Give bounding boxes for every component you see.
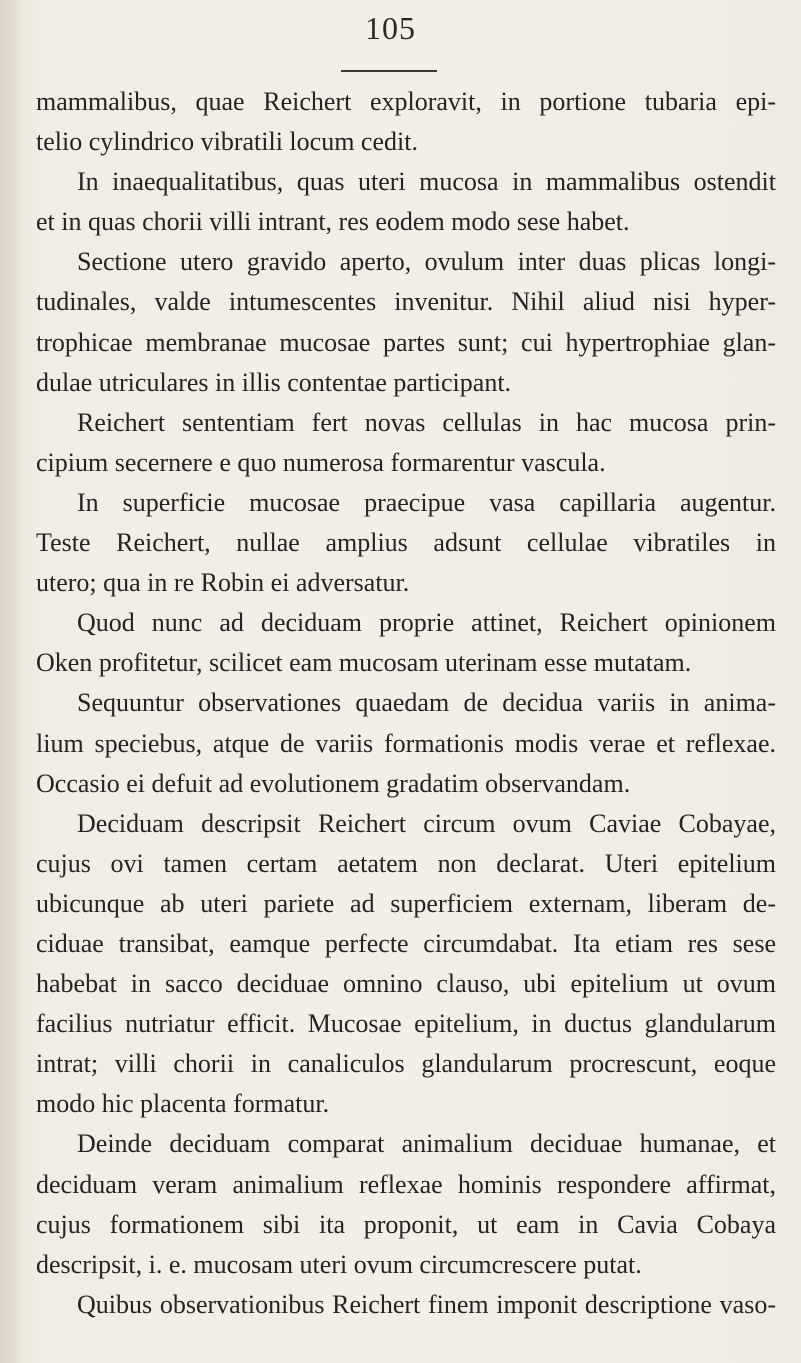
text-line: intrat; villi chorii in canaliculos glandularum procrescunt, eoque <box>36 1049 776 1079</box>
text-line: Occasio ei defuit ad evolutionem gradatim observandam. <box>36 768 631 798</box>
text-line: modo hic placenta formatur. <box>36 1089 330 1119</box>
text-line: mammalibus, quae Reichert exploravit, in portione tubaria epi- <box>36 87 776 116</box>
page-number: 105 <box>365 10 416 46</box>
text-line: telio cylindrico vibratili locum cedit. <box>36 127 418 157</box>
text-line: Deciduam descripsit Reichert circum ovum Caviae Cobayae, <box>77 808 776 838</box>
text-line: cujus formationem sibi ita proponit, ut eam in Cavia Cobaya <box>36 1209 776 1239</box>
text-line: Reichert sententiam fert novas cellulas in hac mucosa prin- <box>77 407 776 437</box>
text-line: utero; qua in re Robin ei adversatur. <box>36 568 410 598</box>
text-line: et in quas chorii villi intrant, res eodem modo sese habet. <box>36 207 630 237</box>
text-line: Sequuntur observationes quaedam de decidua variis in anima- <box>77 688 776 718</box>
text-line: trophicae membranae mucosae partes sunt; cui hypertrophiae glan- <box>36 327 776 357</box>
header-rule <box>341 70 437 72</box>
text-line: lium speciebus, atque de variis formationis modis verae et reflexae. <box>36 728 776 758</box>
text-line: Oken profitetur, scilicet eam mucosam uterinam esse mutatam. <box>36 648 692 678</box>
body-text <box>36 82 776 1325</box>
text-line: Sectione utero gravido aperto, ovulum inter duas plicas longi- <box>77 247 776 277</box>
text-line: deciduam veram animalium reflexae hominis respondere affirmat, <box>36 1169 776 1199</box>
text-line: ubicunque ab uteri pariete ad superficiem externam, liberam de- <box>36 888 776 918</box>
text-line: In superficie mucosae praecipue vasa capillaria augentur. <box>77 487 776 517</box>
text-line: descripsit, i. e. mucosam uteri ovum circumcrescere putat. <box>36 1249 642 1279</box>
text-line: Deinde deciduam comparat animalium deciduae humanae, et <box>77 1129 776 1159</box>
text-line: cipium secernere e quo numerosa formarentur vascula. <box>36 447 606 477</box>
text-line: Quod nunc ad deciduam proprie attinet, Reichert opinionem <box>77 608 776 638</box>
text-line: Quibus observationibus Reichert finem imponit descriptione vaso- <box>77 1289 776 1319</box>
text-line: facilius nutriatur efficit. Mucosae epitelium, in ductus glandularum <box>36 1009 776 1039</box>
text-line: ciduae transibat, eamque perfecte circumdabat. Ita etiam res sese <box>36 928 776 958</box>
text-line: cujus ovi tamen certam aetatem non declarat. Uteri epitelium <box>36 848 776 878</box>
text-line: In inaequalitatibus, quas uteri mucosa in mammalibus ostendit <box>77 167 776 197</box>
binding-shadow <box>0 0 22 1363</box>
text-line: habebat in sacco deciduae omnino clauso, ubi epitelium ut ovum <box>36 969 776 999</box>
text-line: dulae utriculares in illis contentae participant. <box>36 367 512 397</box>
text-line: tudinales, valde intumescentes invenitur. Nihil aliud nisi hyper- <box>36 287 776 317</box>
text-line: Teste Reichert, nullae amplius adsunt cellulae vibratiles in <box>36 528 776 558</box>
